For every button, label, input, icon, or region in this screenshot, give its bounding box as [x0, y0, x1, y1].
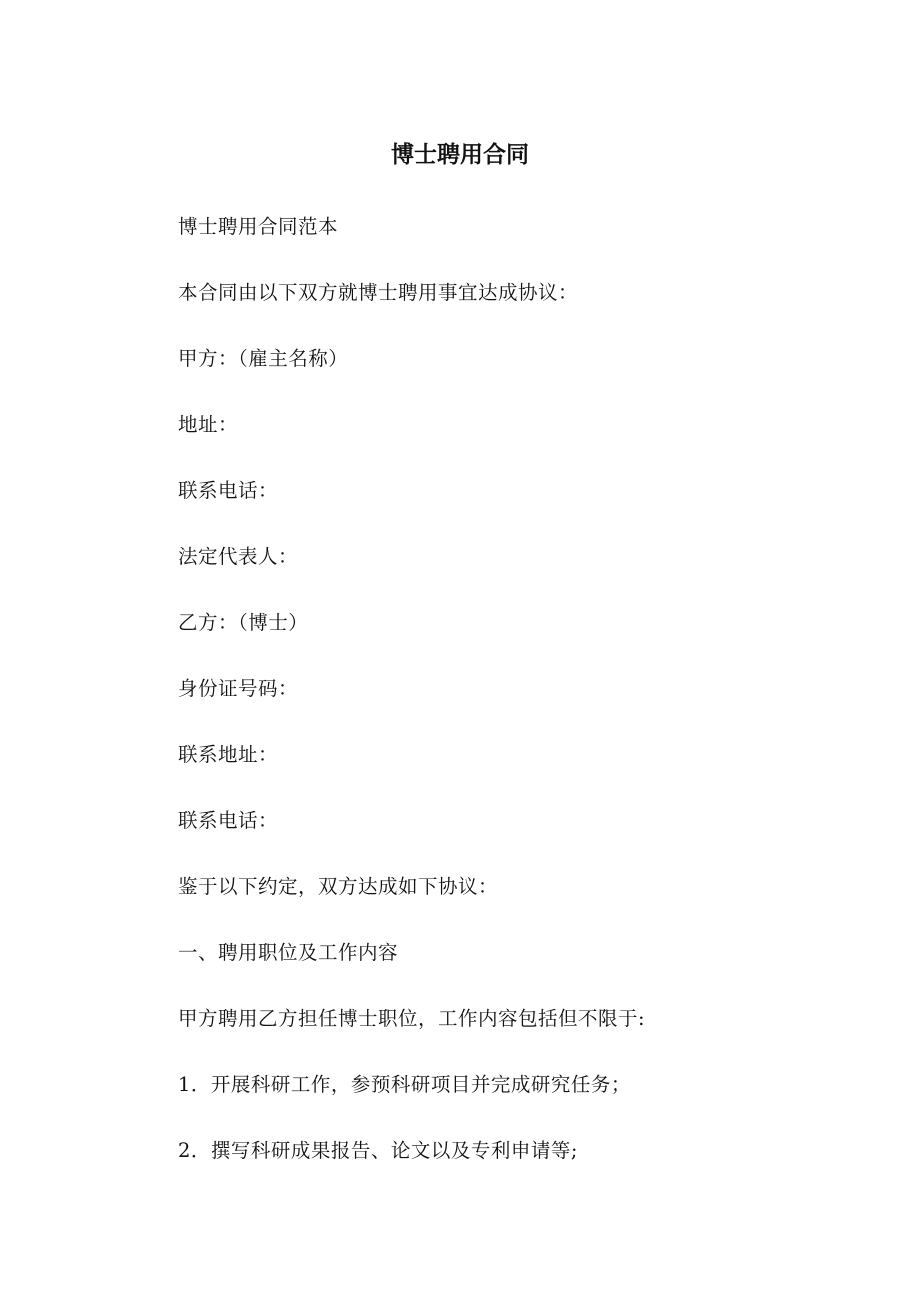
- party-b-line: 乙方：（博士）: [178, 611, 309, 634]
- list-item: 2．撰写科研成果报告、论文以及专利申请等;: [178, 1139, 578, 1162]
- party-a-line: 甲方：（雇主名称）: [178, 347, 349, 370]
- intro-paragraph: 本合同由以下双方就博士聘用事宜达成协议：: [178, 281, 579, 304]
- document-body: [178, 210, 858, 1200]
- position-paragraph: 甲方聘用乙方担任博士职位，工作内容包括但不限于:: [178, 1007, 646, 1030]
- party-a-address-line: 地址：: [178, 413, 239, 436]
- section-heading-position: 一、聘用职位及工作内容: [178, 941, 399, 964]
- agreement-preamble: 鉴于以下约定，双方达成如下协议：: [178, 875, 499, 898]
- id-number-line: 身份证号码：: [178, 677, 299, 700]
- legal-representative-line: 法定代表人：: [178, 545, 299, 568]
- list-item: 1．开展科研工作，参预科研项目并完成研究任务；: [178, 1073, 631, 1096]
- party-b-phone-line: 联系电话：: [178, 809, 279, 832]
- party-a-phone-line: 联系电话：: [178, 479, 279, 502]
- subtitle-line: 博士聘用合同范本: [178, 215, 339, 238]
- party-b-address-line: 联系地址：: [178, 743, 279, 766]
- document-title: 博士聘用合同: [391, 142, 529, 168]
